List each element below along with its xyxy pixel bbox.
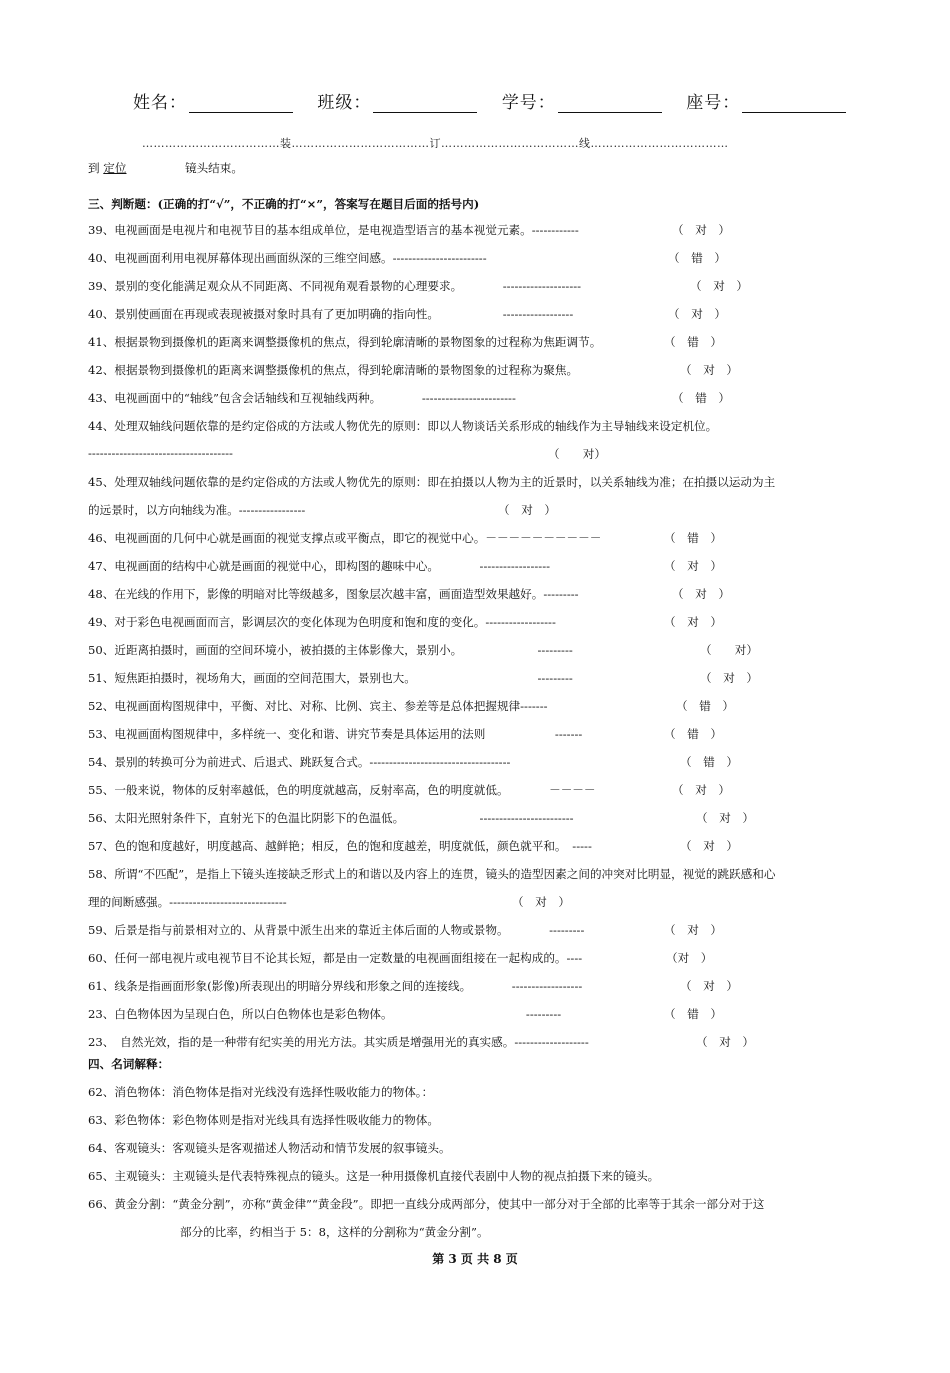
section3-title: 三、判断题：(正确的打“√”，不正确的打“×”，答案写在题目后面的括号内) xyxy=(88,197,480,211)
question-text: 的远景时，以方向轴线为准。----------------- xyxy=(88,503,306,517)
continuation-answer: 定位 xyxy=(103,161,127,175)
answer-bracket: （ 对 ） xyxy=(668,307,726,321)
question-text: 60、任何一部电视片或电视节目不论其长短，都是由一定数量的电视画面组接在一起构成的。---- xyxy=(88,951,583,965)
answer-bracket: （ 对 ） xyxy=(680,839,738,853)
question-text: 39、电视画面是电视片和电视节目的基本组成单位，是电视造型语言的基本视觉元素。------------ xyxy=(88,223,579,237)
page-footer: 第 3 页 共 8 页 xyxy=(432,1252,518,1266)
class-label: 班级： xyxy=(317,93,372,113)
seat-label: 座号： xyxy=(686,93,741,113)
student-id-label: 学号： xyxy=(501,93,556,113)
question-text: 39、景别的变化能满足观众从不同距离、不同视角观看景物的心理要求。 -------------------- xyxy=(88,279,582,293)
name-label: 姓名： xyxy=(133,93,187,113)
question-text: 41、根据景物到摄像机的距离来调整摄像机的焦点，得到轮廓清晰的景物图象的过程称为焦距调节。 xyxy=(88,335,602,349)
student-id-blank[interactable] xyxy=(558,94,662,113)
continuation-prefix: 到 xyxy=(88,161,100,175)
answer-bracket: （ 对 ） xyxy=(672,783,730,797)
continuation-line xyxy=(88,160,243,176)
answer-bracket: （ 对 ） xyxy=(696,811,754,825)
question-text: 50、近距离拍摄时，画面的空间环境小，被拍摄的主体影像大，景别小。 --------- xyxy=(88,643,573,657)
question-text: 47、电视画面的结构中心就是画面的视觉中心，即构图的趣味中心。 ------------------ xyxy=(88,559,551,573)
question-text: 45、处理双轴线问题依靠的是约定俗成的方法或人物优先的原则：即在拍摄以人物为主的近景时，以关系轴线为准；在拍摄以运动为主 xyxy=(88,475,776,489)
answer-bracket: （ 错 ） xyxy=(664,1007,722,1021)
question-text: 23、白色物体因为呈现白色，所以白色物体也是彩色物体。 --------- xyxy=(88,1007,562,1021)
student-info-header xyxy=(133,88,846,113)
answer-bracket: （ 对 ） xyxy=(498,503,556,517)
question-text: 52、电视画面构图规律中，平衡、对比、对称、比例、宾主、参差等是总体把握规律------- xyxy=(88,699,548,713)
binding-line: ………………………………装………………………………订………………………………线……………………………… xyxy=(142,137,729,150)
answer-bracket: （ 错 ） xyxy=(676,699,734,713)
answer-bracket: （ 错 ） xyxy=(664,335,722,349)
question-text: 51、短焦距拍摄时，视场角大，画面的空间范围大，景别也大。 --------- xyxy=(88,671,573,685)
question-text: 40、电视画面利用电视屏幕体现出画面纵深的三维空间感。------------------------ xyxy=(88,251,487,265)
answer-bracket: （ 错 ） xyxy=(668,251,726,265)
answer-bracket: （ 对 ） xyxy=(690,279,748,293)
name-blank[interactable] xyxy=(189,94,293,113)
class-blank[interactable] xyxy=(373,94,477,113)
question-text: 57、色的饱和度越好，明度越高、越鲜艳；相反，色的饱和度越差，明度就低，颜色就平和。 ----- xyxy=(88,839,592,853)
question-text: 23、 自然光效，指的是一种带有纪实美的用光方法。其实质是增强用光的真实感。------------------- xyxy=(88,1035,589,1049)
question-text: 54、景别的转换可分为前进式、后退式、跳跃复合式。------------------------------------ xyxy=(88,755,511,769)
term-item: 64、客观镜头：客观镜头是客观描述人物活动和情节发展的叙事镜头。 xyxy=(88,1141,451,1155)
answer-bracket: （ 错 ） xyxy=(664,531,722,545)
term-item: 62、消色物体：消色物体是指对光线没有选择性吸收能力的物体。： xyxy=(88,1085,434,1099)
question-text: 42、根据景物到摄像机的距离来调整摄像机的焦点，得到轮廓清晰的景物图象的过程称为聚焦。 xyxy=(88,363,579,377)
answer-bracket: （ 对 ） xyxy=(672,587,730,601)
question-text: ------------------------------------- xyxy=(88,446,233,460)
answer-bracket: （ 对 ） xyxy=(696,1035,754,1049)
answer-bracket: （ 对） xyxy=(548,447,606,461)
answer-bracket: （ 对 ） xyxy=(672,223,730,237)
answer-bracket: （ 错 ） xyxy=(664,727,722,741)
question-text: 58、所谓“不匹配”，是指上下镜头连接缺乏形式上的和谐以及内容上的连贯，镜头的造型因素之间的冲突对比明显，视觉的跳跃感和心 xyxy=(88,867,776,881)
term-item: 部分的比率，约相当于 5：8，这样的分割称为“黄金分割”。 xyxy=(180,1225,489,1239)
question-text: 59、后景是指与前景相对立的、从背景中派生出来的靠近主体后面的人物或景物。 --------- xyxy=(88,923,585,937)
answer-bracket: （ 对 ） xyxy=(664,923,722,937)
term-item: 63、彩色物体：彩色物体则是指对光线具有选择性吸收能力的物体。 xyxy=(88,1113,439,1127)
question-text: 49、对于彩色电视画面而言，影调层次的变化体现为色明度和饱和度的变化。------------------ xyxy=(88,615,556,629)
answer-bracket: （ 对 ） xyxy=(512,895,570,909)
question-text: 46、电视画面的几何中心就是画面的视觉支撑点或平衡点，即它的视觉中心。－－－－－－－－－－ xyxy=(88,531,602,545)
term-item: 66、黄金分割：“黄金分割”，亦称“黄金律”“黄金段”。即把一直线分成两部分，使其中一部分对于全部的比率等于其余一部分对于这 xyxy=(88,1197,765,1211)
answer-bracket: （ 对 ） xyxy=(664,615,722,629)
answer-bracket: （ 对 ） xyxy=(700,671,758,685)
answer-bracket: （ 对 ） xyxy=(680,363,738,377)
answer-bracket: （ 对） xyxy=(700,643,758,657)
answer-bracket: （ 错 ） xyxy=(680,755,738,769)
question-text: 56、太阳光照射条件下，直射光下的色温比阴影下的色温低。 ------------------------ xyxy=(88,811,574,825)
continuation-suffix: 镜头结束。 xyxy=(184,161,243,175)
question-text: 48、在光线的作用下，影像的明暗对比等级越多，图象层次越丰富，画面造型效果越好。--------- xyxy=(88,587,579,601)
answer-bracket: （ 对 ） xyxy=(664,559,722,573)
question-text: 53、电视画面构图规律中，多样统一、变化和谐、讲究节奏是具体运用的法则 ------- xyxy=(88,727,583,741)
question-text: 44、处理双轴线问题依靠的是约定俗成的方法或人物优先的原则：即以人物谈话关系形成的轴线作为主导轴线来设定机位。 xyxy=(88,419,718,433)
answer-bracket: （ 对 ） xyxy=(680,979,738,993)
question-text: 理的间断感强。------------------------------ xyxy=(88,895,287,909)
term-item: 65、主观镜头：主观镜头是代表特殊视点的镜头。这是一种用摄像机直接代表剧中人物的视点拍摄下来的镜头。 xyxy=(88,1169,660,1183)
question-text: 43、电视画面中的“轴线”包含会话轴线和互视轴线两种。 ------------------------ xyxy=(88,391,516,405)
answer-bracket: （ 错 ） xyxy=(672,391,730,405)
question-text: 55、一般来说，物体的反射率越低，色的明度就越高，反射率高，色的明度就低。 －－－－ xyxy=(88,783,596,797)
section4-title: 四、名词解释： xyxy=(88,1057,170,1071)
question-text: 61、线条是指画面形象(影像)所表现出的明暗分界线和形象之间的连接线。 ------------------ xyxy=(88,979,583,993)
answer-bracket: （对 ） xyxy=(666,951,713,965)
seat-blank[interactable] xyxy=(742,94,846,113)
question-text: 40、景别使画面在再现或表现被摄对象时具有了更加明确的指向性。 ------------------ xyxy=(88,307,574,321)
